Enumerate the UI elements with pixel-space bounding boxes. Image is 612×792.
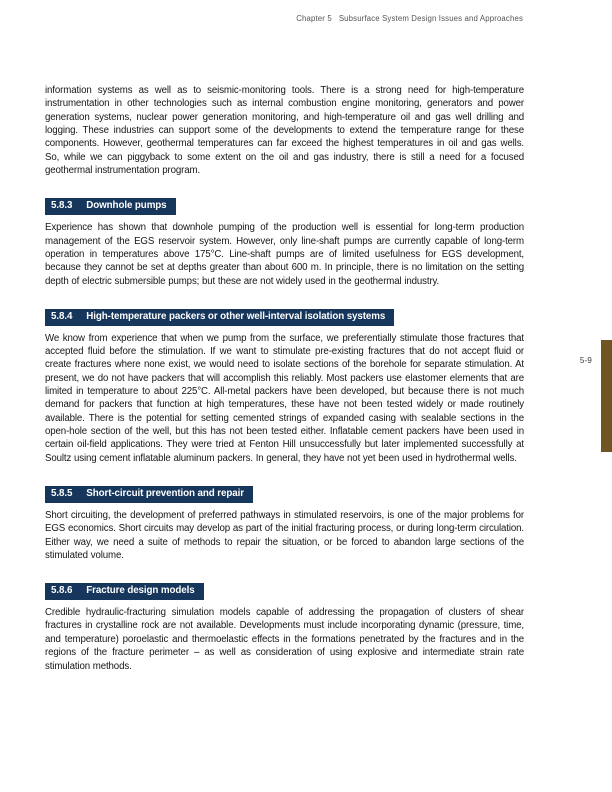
section-heading-5-8-6 <box>45 583 204 600</box>
section-paragraph: We know from experience that when we pump from the surface, we preferentially stimulate those fractures that accepted fluid before the stimulation. If we want to stimulate pre-existing fractures that do not accept fluid or create fractures where none exist, we would need to isolate sections of the borehole for separate stimulation. At present, we do not have packers that will accomplish this reliably. Most packers use elastomer elements that are limited in temperature to about 225°C. All-metal packers have been developed, but because there is not much demand for packers that function at high temperatures, these have not been tested widely or made routinely available. There is the potential for setting cemented strings of expanded casing with sealable sections in the open-hole section of the well, but this has not been tested either. Inflatable cement packers have been used in certain oil-field applications. They were tried at Fenton Hill unsuccessfully but later implemented successfully at Soultz using cement inflatable aluminum packers. In general, they have not yet been used in hydrothermal wells. <box>45 332 524 464</box>
section-number: 5.8.5 <box>51 488 73 500</box>
section-heading-row <box>45 195 524 215</box>
section-heading-row <box>45 306 524 326</box>
section-title: Downhole pumps <box>86 200 167 212</box>
section-number: 5.8.4 <box>51 310 73 322</box>
section-number: 5.8.3 <box>51 200 73 212</box>
section-paragraph: Experience has shown that downhole pumping of the production well is essential for long-term production management of the EGS reservoir system. However, only line-shaft pumps are currently capable of long-term operation in temperatures above 175°C. Line-shaft pumps are of limited usefulness for EGS development, because they cannot be set at depths greater than about 600 m. In principle, there is no limitation on the setting depth of electric submersible pumps; but these are not widely used in the geothermal industry. <box>45 222 524 287</box>
running-header-chapter: Chapter 5 <box>296 14 332 23</box>
section-number: 5.8.6 <box>51 585 73 597</box>
section-paragraph: Short circuiting, the development of preferred pathways in stimulated reservoirs, is one of the major problems for EGS economics. Short circuits may develop as part of the initial fracturing process, or during long-term circulation. Either way, we need a suite of methods to repair the situation, or be forced to abandon large sections of the stimulated volume. <box>45 509 524 561</box>
section-heading-5-8-3 <box>45 198 176 215</box>
section-heading-5-8-4 <box>45 309 394 326</box>
section-paragraph: Credible hydraulic-fracturing simulation models capable of addressing the propagation of clusters of shear fractures in crystalline rock are not available. Developments must include incorporating dynamic (pressure, time, and temperature) poroelastic and thermoelastic effects in the formations penetrated by the fractures and in the regions of the fracture perimeter – as well as consideration of using explosive and intermediate strain rate stimulation methods. <box>45 607 524 672</box>
section-heading-row <box>45 483 524 503</box>
page-number: 5-9 <box>579 356 592 365</box>
running-header <box>296 14 523 23</box>
chapter-tab-bar <box>601 340 612 452</box>
running-header-title: Subsurface System Design Issues and Approaches <box>338 14 523 23</box>
section-title: Fracture design models <box>86 585 195 597</box>
intro-paragraph: information systems as well as to seismic-monitoring tools. There is a strong need for high-temperature instrumentation in other technologies such as internal combustion engine monitoring, generators and power generation systems, nuclear power generation monitoring, and high-temperature oil and gas well drilling and logging. These industries can support some of the developments to extend the temperature range for these components. However, geothermal temperatures can far exceed the highest temperatures in oil and gas wells. So, while we can piggyback to some extent on the oil and gas industry, there is still a need for a focused geothermal instrumentation program. <box>45 85 524 177</box>
section-title: Short-circuit prevention and repair <box>86 488 244 500</box>
section-heading-row <box>45 580 524 600</box>
section-heading-5-8-5 <box>45 486 253 503</box>
text-column <box>45 84 524 673</box>
section-title: High-temperature packers or other well-interval isolation systems <box>86 310 386 322</box>
